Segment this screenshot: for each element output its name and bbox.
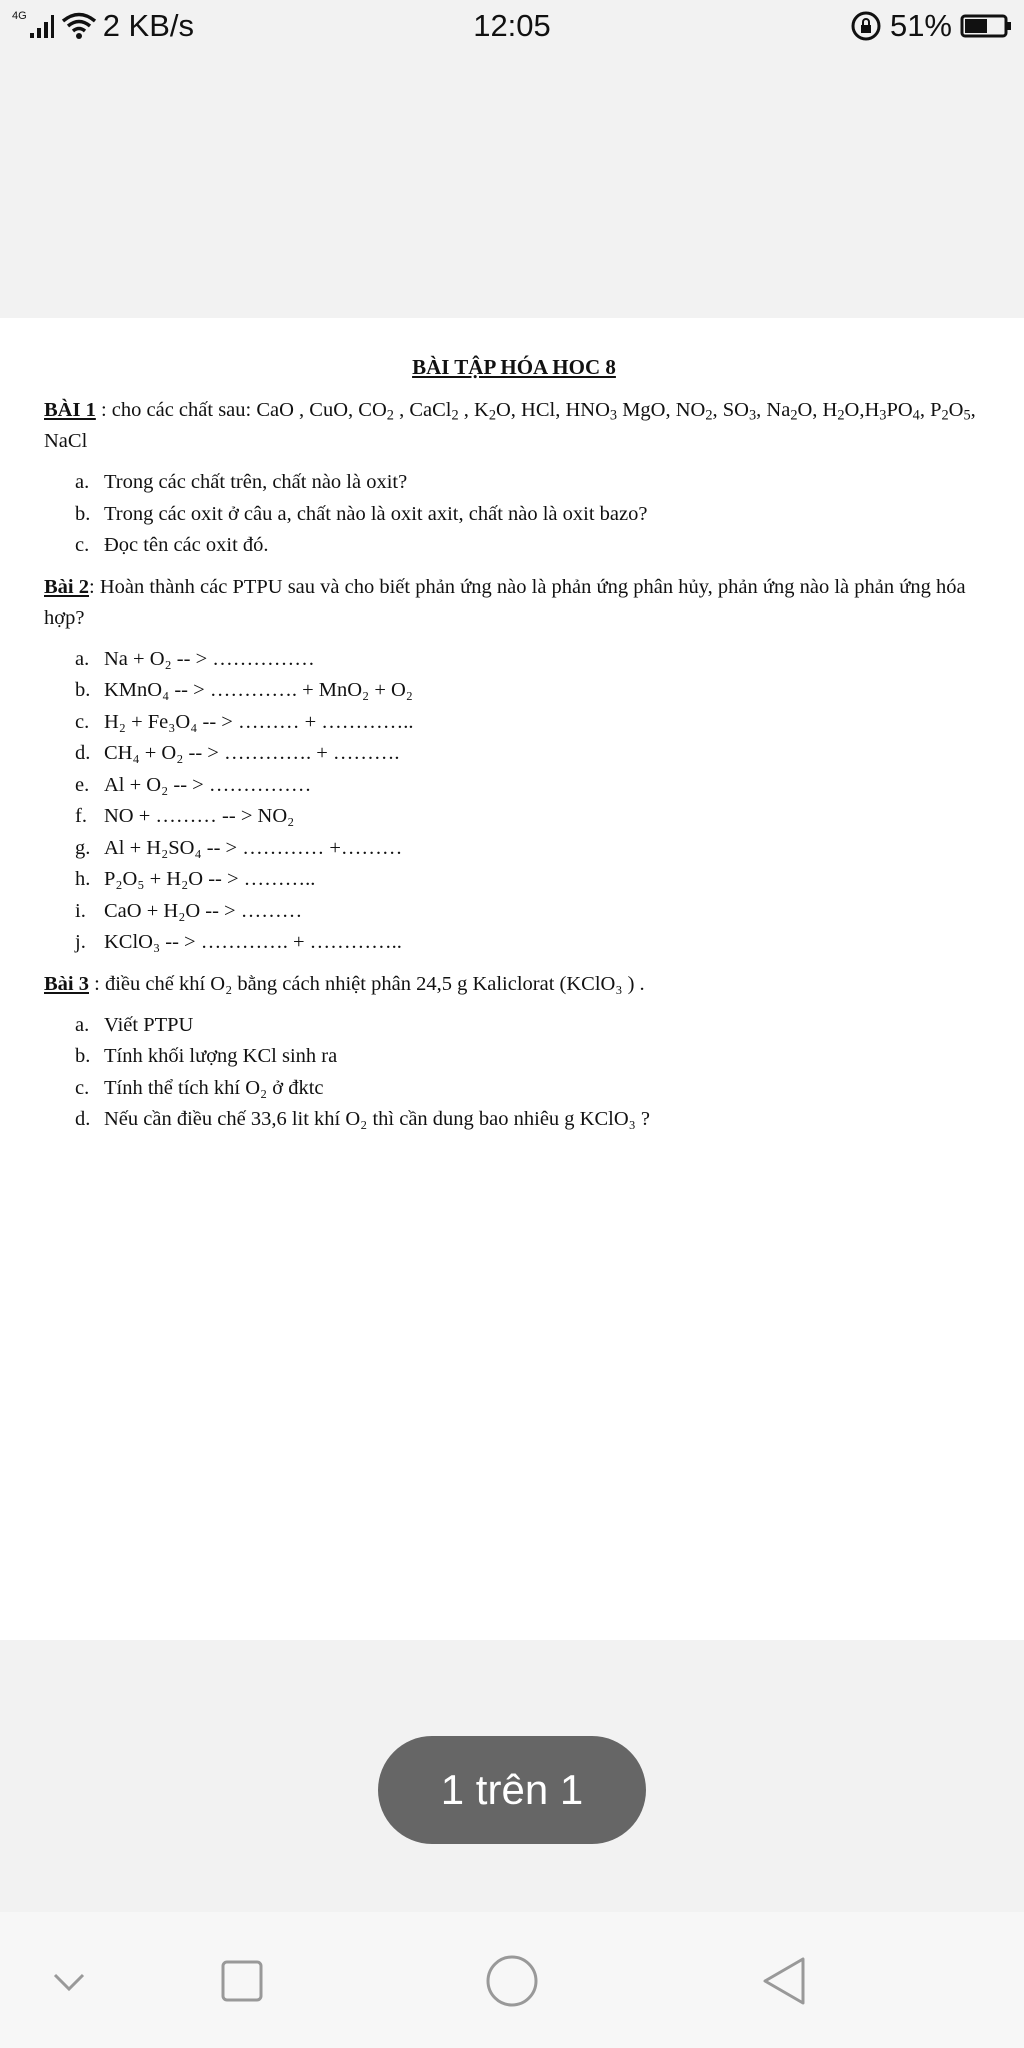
bai1-text: O, H <box>797 399 838 421</box>
list-marker: a. <box>75 471 90 493</box>
battery-icon <box>960 13 1012 39</box>
list-item <box>44 530 984 562</box>
list-text: Đọc tên các oxit đó. <box>104 534 269 556</box>
list-marker: h. <box>75 868 91 890</box>
list-item <box>44 467 984 499</box>
home-button[interactable] <box>477 1946 547 2016</box>
document-content <box>44 352 984 1146</box>
list-text: KMnO₄ -- > …………. + MnO₂ + O₂ <box>104 679 413 701</box>
list-item <box>44 1104 984 1136</box>
list-text: H₂ + Fe₃O₄ -- > ……… + ………….. <box>104 710 414 733</box>
list-marker: e. <box>75 773 90 796</box>
list-marker: d. <box>75 742 91 764</box>
list-item <box>44 1041 984 1073</box>
list-item <box>44 707 984 739</box>
square-icon <box>219 1958 265 2004</box>
list-text: CH₄ + O₂ -- > …………. + ………. <box>104 742 400 764</box>
list-item <box>44 833 984 865</box>
bai1-label: BÀI 1 <box>44 399 96 421</box>
bai1-list <box>44 467 984 562</box>
list-marker: g. <box>75 836 91 859</box>
page-indicator-text: 1 trên 1 <box>440 1766 584 1813</box>
list-text: NO + ……… -- > NO₂ <box>104 805 295 827</box>
document-title: BÀI TẬP HÓA HOC 8 <box>412 355 616 379</box>
bai2-list <box>44 644 984 959</box>
bai1-text: , K <box>458 399 489 421</box>
bai3-label: Bài 3 <box>44 972 89 995</box>
network-type: 4G <box>12 10 27 22</box>
list-item <box>44 1073 984 1105</box>
triangle-back-icon <box>759 1955 809 2007</box>
bai1-text: O <box>948 399 964 421</box>
list-item <box>44 738 984 770</box>
list-text: Trong các chất trên, chất nào là oxit? <box>104 471 408 493</box>
status-bar <box>0 0 1024 50</box>
list-item <box>44 864 984 896</box>
nav-down-button[interactable] <box>34 1946 104 2016</box>
battery-percent: 51% <box>889 8 952 43</box>
recents-button[interactable] <box>207 1946 277 2016</box>
bai3-list <box>44 1010 984 1136</box>
list-text: Tính thể tích khí O₂ ở đktc <box>104 1076 324 1099</box>
list-item <box>44 675 984 707</box>
bai2-intro <box>44 572 984 634</box>
rotation-lock-icon <box>850 10 882 42</box>
chevron-down-icon <box>49 1961 89 2001</box>
navigation-bar <box>0 1912 1024 2048</box>
list-marker: i. <box>75 899 86 922</box>
list-marker: c. <box>75 534 90 556</box>
bai3-text: : điều chế khí O₂ bằng cách nhiệt phân 24,5 g Kaliclorat (KClO₃ ) . <box>89 972 645 995</box>
bai2-text: : Hoàn thành các PTPU sau và cho biết phản ứng nào là phản ứng phân hủy, phản ứng nào là phản ứng hóa hợp? <box>44 575 966 629</box>
bai1-text: , CaCl <box>393 399 452 421</box>
page-indicator <box>378 1736 646 1844</box>
back-button[interactable] <box>749 1946 819 2016</box>
list-marker: b. <box>75 1045 91 1067</box>
list-marker: a. <box>75 647 90 670</box>
list-item <box>44 499 984 531</box>
list-marker: c. <box>75 710 90 733</box>
list-text: CaO + H₂O -- > ……… <box>104 899 303 922</box>
list-text: P₂O₅ + H₂O -- > ……….. <box>104 868 316 890</box>
list-marker: f. <box>75 805 87 827</box>
list-text: Tính khối lượng KCl sinh ra <box>104 1045 338 1067</box>
bai1-text: O, HCl, HNO <box>496 399 610 421</box>
network-speed: 2 KB/s <box>102 8 195 43</box>
list-marker: a. <box>75 1013 90 1036</box>
list-item <box>44 644 984 676</box>
bai1-intro: BÀI 1 : cho các chất sau: CaO , CuO, $CO_2$ , CaCl$_2$ , $K_2O$, HCl, $HNO_3$ MgO, $NO_2$, $SO_3$, $Na_2O$, $H_2O,H_3PO_4$, $P_2O_5$, NaCl <box>44 399 976 452</box>
bai1-text: : cho các chất sau: CaO , CuO, CO <box>95 399 387 421</box>
list-item <box>44 927 984 959</box>
list-item <box>44 801 984 833</box>
list-text: Al + O₂ -- > …………… <box>104 773 312 796</box>
list-item <box>44 1010 984 1042</box>
list-text: Al + H₂SO₄ -- > ………… +……… <box>104 836 403 859</box>
list-marker: d. <box>75 1108 91 1130</box>
list-marker: c. <box>75 1076 90 1099</box>
list-marker: j. <box>75 931 86 953</box>
bai2-label: Bài 2 <box>44 575 89 598</box>
list-marker: b. <box>75 502 91 525</box>
bai1-text: PO <box>886 399 913 421</box>
list-marker: b. <box>75 679 91 701</box>
list-item <box>44 770 984 802</box>
bai1-text: MgO, NO <box>617 399 706 421</box>
bai1-text: , SO <box>712 399 749 421</box>
clock: 12:05 <box>473 8 551 43</box>
list-text: Viết PTPU <box>104 1013 194 1036</box>
list-text: KClO₃ -- > …………. + ………….. <box>104 931 402 953</box>
bai1-text: , P <box>919 399 942 421</box>
bai1-text: , NaCl <box>44 399 976 452</box>
bai3-intro <box>44 969 984 1000</box>
list-text: Trong các oxit ở câu a, chất nào là oxit axit, chất nào là oxit bazo? <box>104 502 648 525</box>
circle-icon <box>484 1953 540 2009</box>
list-text: Na + O₂ -- > …………… <box>104 647 315 670</box>
document-page[interactable] <box>0 318 1024 1640</box>
bai1-text: , Na <box>756 399 791 421</box>
list-item <box>44 896 984 928</box>
list-text: Nếu cần điều chế 33,6 lit khí O₂ thì cần dung bao nhiêu g KClO₃ ? <box>104 1108 651 1130</box>
bai1-text: O,H <box>844 399 880 421</box>
